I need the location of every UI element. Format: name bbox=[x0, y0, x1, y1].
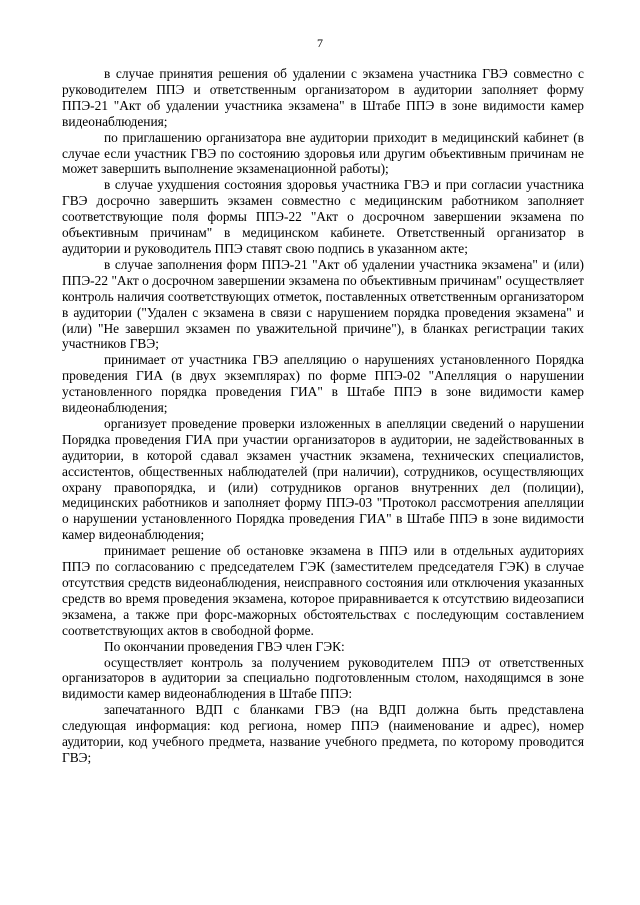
paragraph-marks-control: в случае заполнения форм ППЭ-21 "Акт об удалении участника экзамена" и (или) ППЭ-22 "Акт о досрочном завершении экзамена по объективным причинам" осуществляет контроль наличия соответствующих отметок, поставленных ответственным организатором в аудитории ("Удален с экзамена в связи с нарушением порядка проведения экзамена" и (или) "Не завершил экзамен по уважительной причине"), в бланках регистрации таких участников ГВЭ; bbox=[62, 256, 584, 352]
paragraph-appeal-check: организует проведение проверки изложенных в апелляции сведений о нарушении Порядка проведения ГИА при участии организаторов в аудитории, не задействованных в аудитории, в которой сдавал экзамен участник экзамена, технических специалистов, ассистентов, общественных наблюдателей (при наличии), сотрудников, осуществляющих охрану правопорядка, и (или) сотрудников органов внутренних дел (полиции), медицинских работников и заполняет форму ППЭ-03 "Протокол рассмотрения апелляции о нарушении установленного Порядка проведения ГИА" в Штабе ППЭ в зоне видимости камер видеонаблюдения; bbox=[62, 415, 584, 543]
page-number: 7 bbox=[317, 36, 323, 50]
paragraph-sealed-package: запечатанного ВДП с бланками ГВЭ (на ВДП должна быть представлена следующая информация: код региона, номер ППЭ (наименование и адрес), номер аудитории, код учебного предмета, название учебного предмета, по которому проводится ГВЭ; bbox=[62, 702, 584, 765]
paragraph-exam-stop: принимает решение об остановке экзамена в ППЭ или в отдельных аудиториях ППЭ по согласованию с председателем ГЭК (заместителем председателя ГЭК) в случае отсутствия средств видеонаблюдения, неисправного состояния или отключения указанных средств во время проведения экзамена, которое приравнивается к отсутствию видеозаписи экзамена, а также при форс-мажорных обстоятельствах с последующим составлением соответствующих актов в свободной форме. bbox=[62, 543, 584, 638]
paragraph-after-exam: По окончании проведения ГВЭ член ГЭК: bbox=[104, 638, 345, 654]
paragraph-early-completion: в случае ухудшения состояния здоровья участника ГВЭ и при согласии участника ГВЭ досрочно завершить экзамен совместно с медицинским работником заполняет соответствующие поля формы ППЭ-22 "Акт о досрочном завершении экзамена по объективным причинам" в медицинском кабинете. Ответственный организатор в аудитории и руководитель ППЭ ставят свою подпись в указанном акте; bbox=[62, 177, 584, 256]
paragraph-medical-room: по приглашению организатора вне аудитории приходит в медицинский кабинет (в случае если участник ГВЭ по состоянию здоровья или другим объективным причинам не может завершить выполнение экзаменационной работы); bbox=[62, 129, 584, 177]
paragraph-appeal-accept: принимает от участника ГВЭ апелляцию о нарушениях установленного Порядка проведения ГИА (в двух экземплярах) по форме ППЭ-02 "Апелляция о нарушении установленного порядка проведения ГИА" в Штабе ППЭ в зоне видимости камер видеонаблюдения; bbox=[62, 352, 584, 416]
paragraph-removal-act: в случае принятия решения об удалении с экзамена участника ГВЭ совместно с руководителем ППЭ и ответственным организатором в аудитории заполняет форму ППЭ-21 "Акт об удалении участника экзамена" в Штабе ППЭ в зоне видимости камер видеонаблюдения; bbox=[62, 66, 584, 129]
document-body bbox=[62, 66, 584, 766]
paragraph-control-receipt: осуществляет контроль за получением руководителем ППЭ от ответственных организаторов в аудитории за специально подготовленным столом, находящимся в зоне видимости камер видеонаблюдения в Штабе ППЭ: bbox=[62, 654, 584, 702]
